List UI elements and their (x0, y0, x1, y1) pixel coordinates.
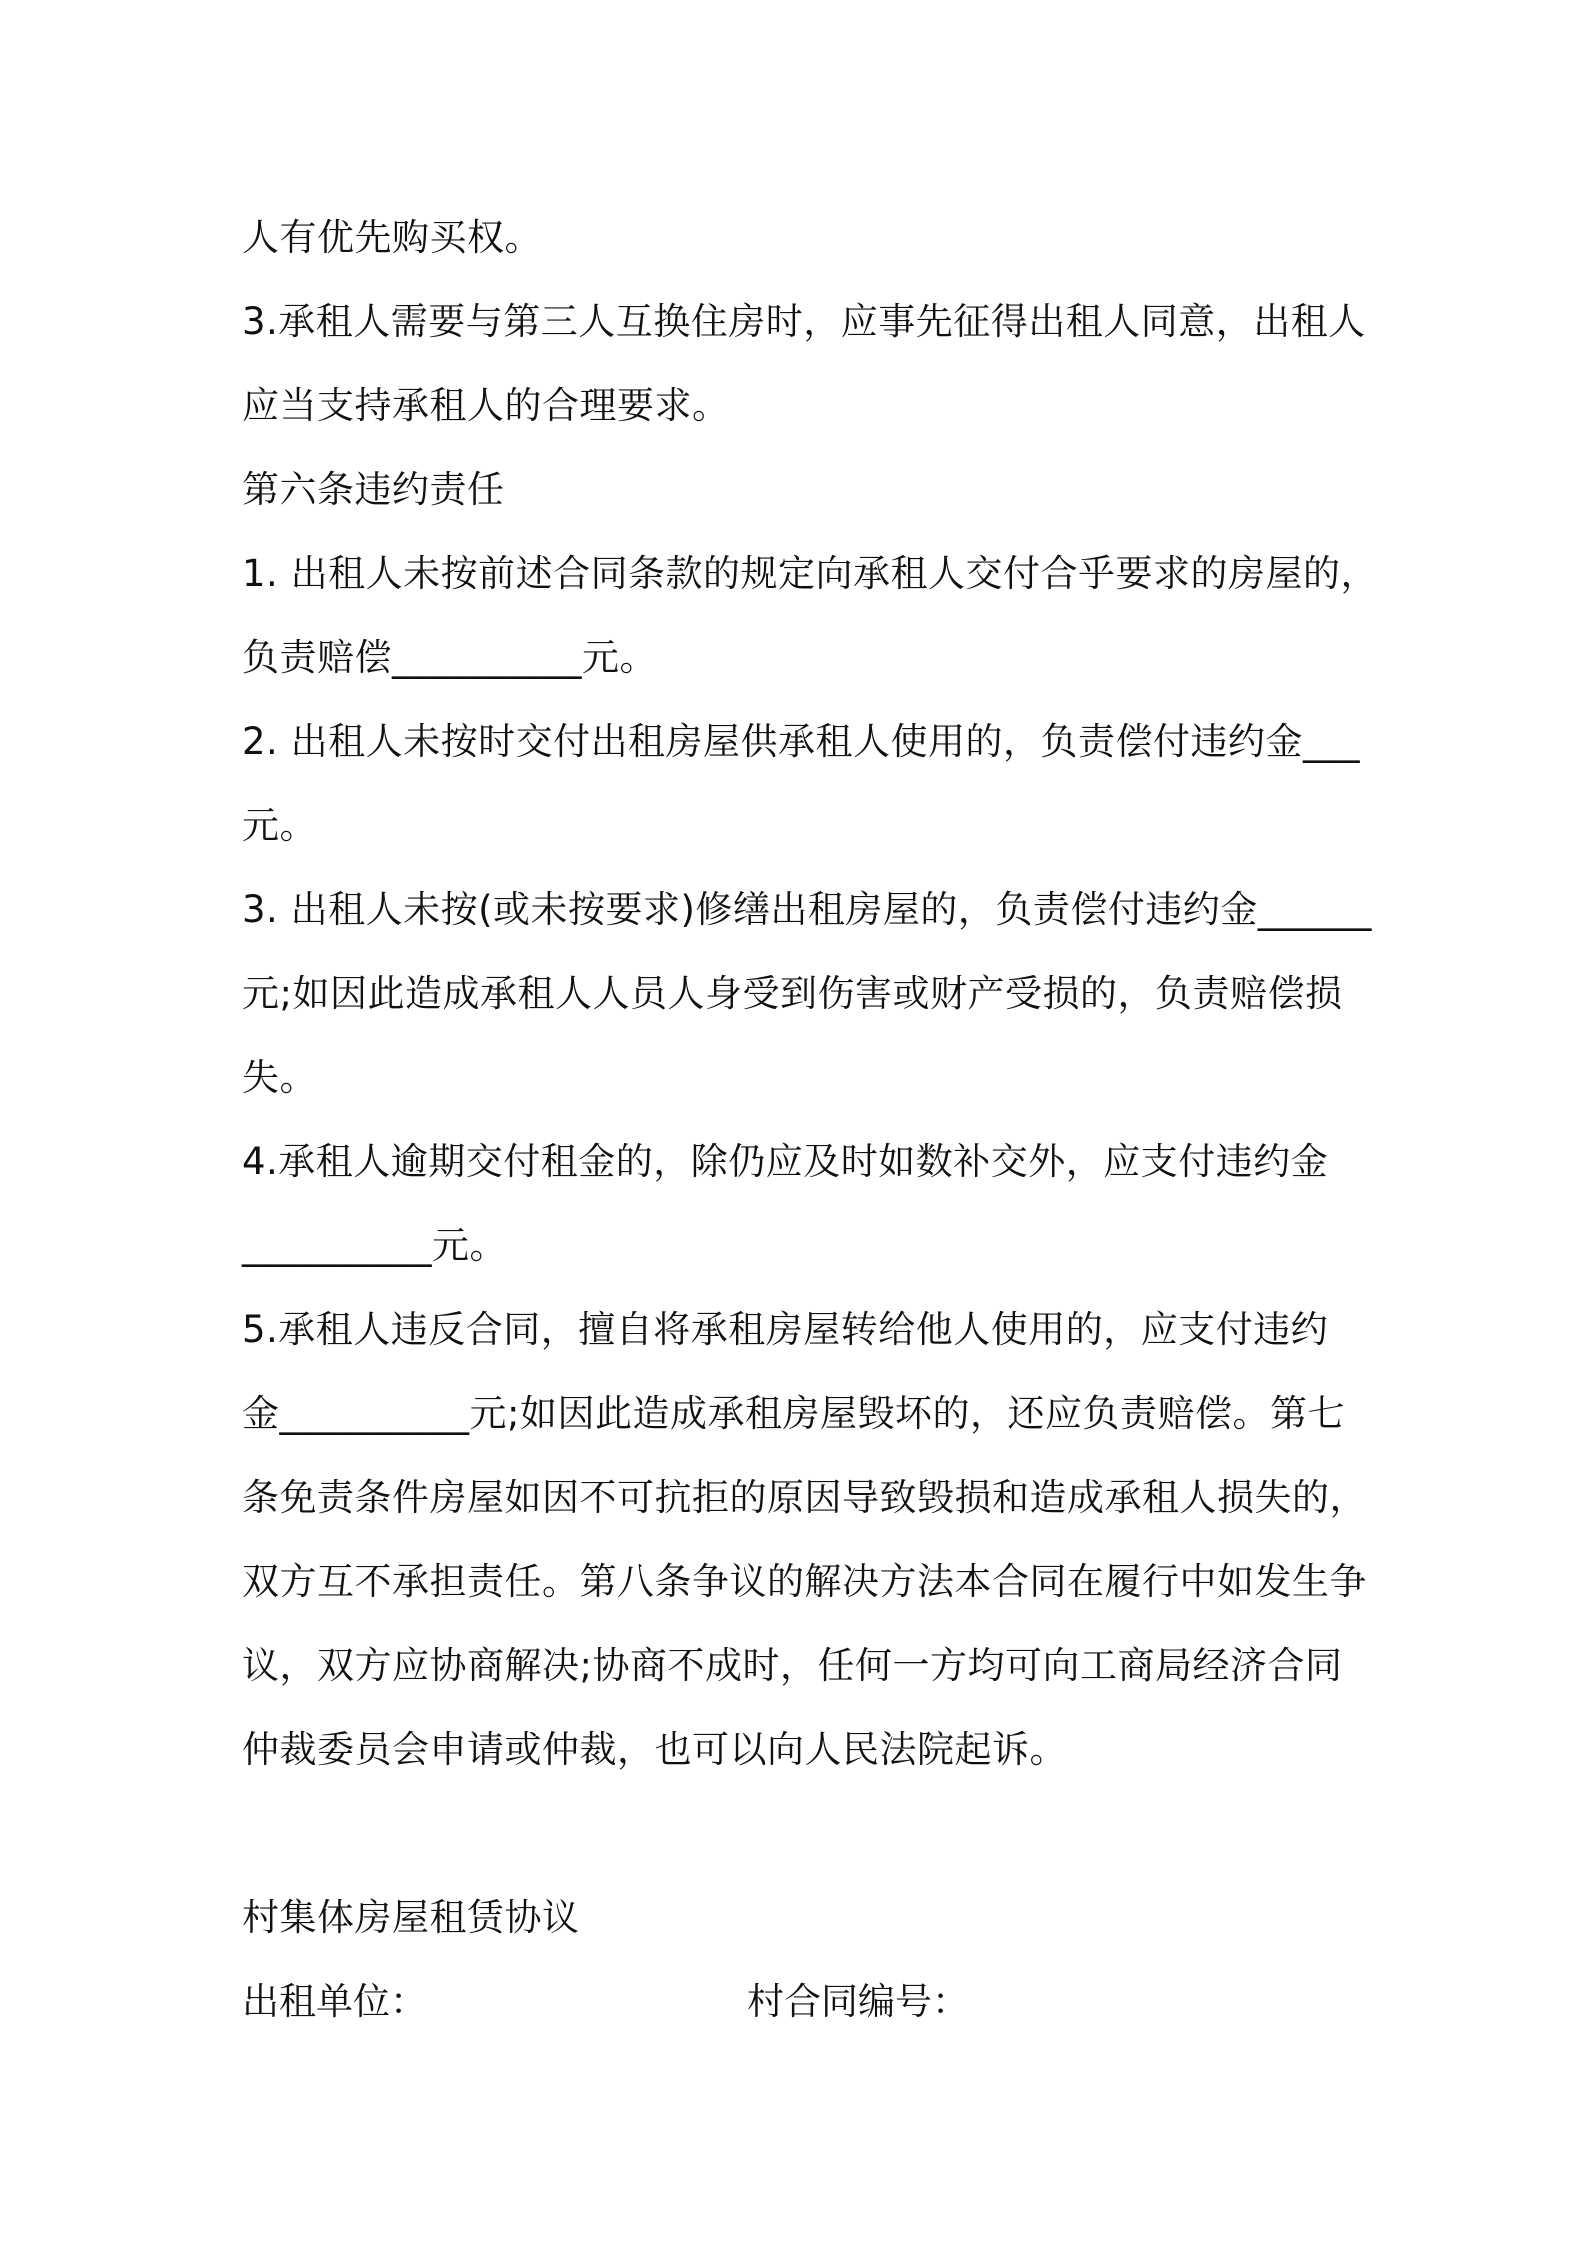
text-line: 议，双方应协商解决;协商不成时，任何一方均可向工商局经济合同 (242, 1644, 1343, 1687)
text-line: 失。 (242, 1056, 317, 1099)
text-line: 3.承租人需要与第三人互换住房时，应事先征得出租人同意，出租人 (242, 300, 1366, 343)
text-line: 1. 出租人未按前述合同条款的规定向承租人交付合乎要求的房屋的， (242, 552, 1379, 595)
party-row (242, 1960, 1352, 2044)
contract-number-label: 村合同编号： (747, 1980, 969, 2023)
text-line: 金__________元;如因此造成承租房屋毁坏的，还应负责赔偿。第七 (242, 1392, 1345, 1435)
spacer (242, 1792, 1352, 1876)
text-line: 4.承租人逾期交付租金的，除仍应及时如数补交外，应支付违约金 (242, 1140, 1329, 1183)
agreement-title: 村集体房屋租赁协议 (242, 1896, 580, 1939)
text-line: 负责赔偿__________元。 (242, 636, 657, 679)
section-heading: 第六条违约责任 (242, 468, 505, 511)
text-line: 应当支持承租人的合理要求。 (242, 384, 730, 427)
lessor-label: 出租单位： (242, 1980, 427, 2023)
document-body (242, 196, 1379, 2044)
text-line: 双方互不承担责任。第八条争议的解决方法本合同在履行中如发生争 (242, 1560, 1367, 1603)
text-line: __________元。 (242, 1224, 507, 1267)
text-line: 元;如因此造成承租人人员人身受到伤害或财产受损的，负责赔偿损 (242, 972, 1343, 1015)
text-line: 2. 出租人未按时交付出租房屋供承租人使用的，负责偿付违约金___ (242, 720, 1361, 763)
text-line: 3. 出租人未按(或未按要求)修缮出租房屋的，负责偿付违约金______ (242, 888, 1372, 931)
text-line: 人有优先购买权。 (242, 216, 542, 259)
text-line: 仲裁委员会申请或仲裁，也可以向人民法院起诉。 (242, 1728, 1067, 1771)
text-line: 元。 (242, 804, 317, 847)
text-line: 条免责条件房屋如因不可抗拒的原因导致毁损和造成承租人损失的， (242, 1476, 1367, 1519)
text-line: 5.承租人违反合同，擅自将承租房屋转给他人使用的，应支付违约 (242, 1308, 1329, 1351)
